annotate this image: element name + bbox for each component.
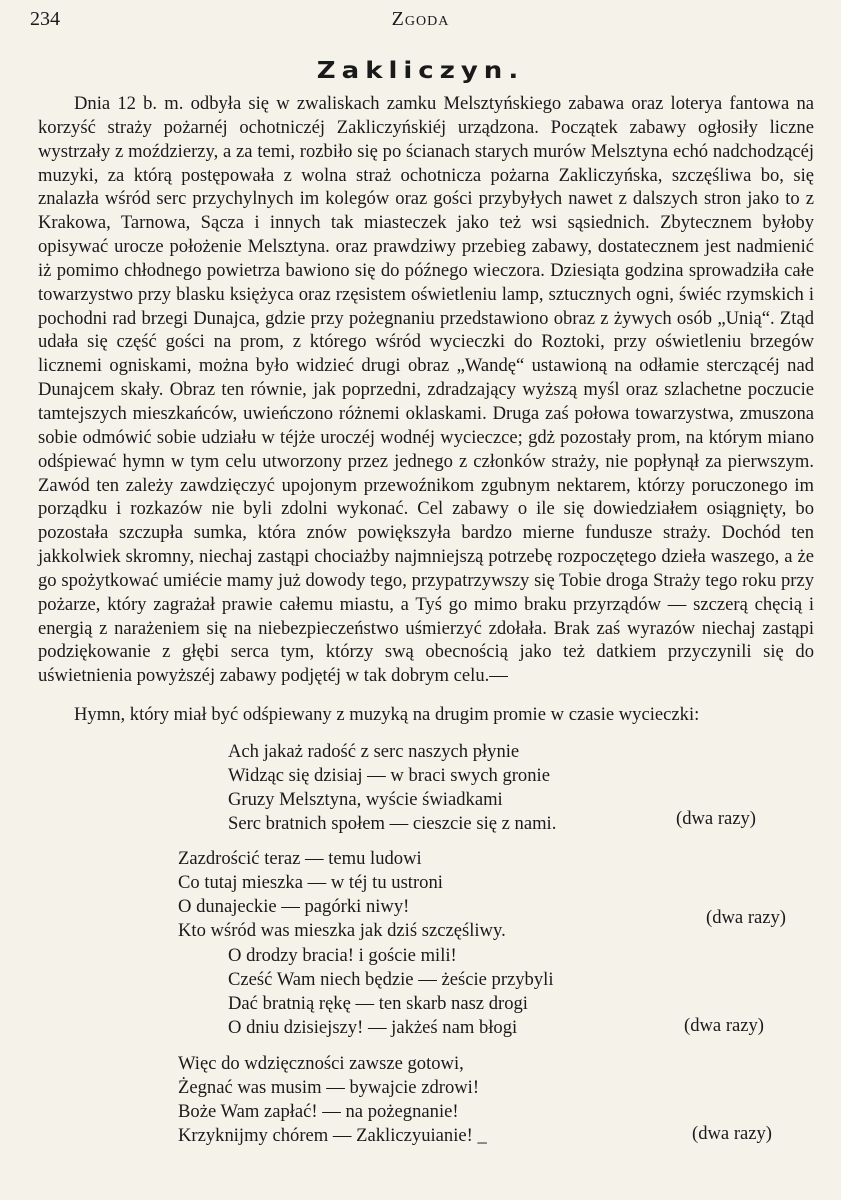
page-header [30,8,811,32]
hymn-line: O dniu dzisiejszy! — jakżeś nam błogi [228,1017,518,1038]
repeat-marker: (dwa razy) [676,808,757,829]
repeat-marker: (dwa razy) [706,907,787,928]
hymn-line: Ach jakaż radość z serc naszych płynie [228,741,520,762]
hymn-stanza-2 [178,847,506,943]
repeat-marker: (dwa razy) [684,1015,765,1036]
hymn-line: Zazdrościć teraz — temu ludowi [178,848,422,869]
hymn-line: Boże Wam zapłać! — na pożegnanie! [178,1101,459,1122]
hymn-stanza-4 [178,1052,487,1148]
hymn-line: Dać bratnią rękę — ten skarb nasz drogi [228,993,528,1014]
repeat-marker: (dwa razy) [692,1123,773,1144]
hymn-intro: Hymn, który miał być odśpiewany z muzyką na drugim promie w czasie wycieczki: [74,704,700,725]
hymn-line: O drodzy bracia! i goście mili! [228,945,457,966]
hymn-line: Gruzy Melsztyna, wyście świadkami [228,789,503,810]
page-number: 234 [30,8,60,30]
hymn-line: Żegnać was musim — bywajcie zdrowi! [178,1077,480,1098]
hymn-line: Widząc się dzisiaj — w braci swych gronie [228,765,550,786]
hymn-line: O dunajeckie — pagórki niwy! [178,896,410,917]
article-body: Dnia 12 b. m. odbyła się w zwaliskach zamku Melsztyńskiego zabawa oraz loterya fantowa na korzyść straży pożarnéj ochotniczéj Zakliczyńskiéj urządzona. Początek zabawy ogłosiły liczne wystrzały z moździerzy, a za temi, rozbiło się po ścianach starych murów Melsztyna echó nadchodzącéj muzyki, za którą postępowała z wolna straż ochotnicza pożarna Zakliczyńska, szczęśliwa bo, się znalazła wśród serc przychylnych im kolegów oraz gości przybyłych nawet z dalszych stron jako to z Krakowa, Tarnowa, Sącza i innych tak miasteczek jako też wsi sąsiednich. Zbytecznem byłoby opisywać urocze położenie Melsztyna. oraz prawdziwy przebieg zabawy, dostatecznem jest nadmienić iż pomimo chłodnego powietrza bawiono się do późnego wieczora. Dziesiąta godzina sprowadziła całe towarzystwo przy blasku księżyca oraz rzęsistem oświetleniu lamp, sztucznych ogni, świéc rzymskich i pochodni rad brzegi Dunajca, gdzie przy pożegnaniu przedstawiono obraz z żywych osób „Unią“. Ztąd udała się część gości na prom, z którego wśród wycieczki do Roztoki, przy oświetleniu brzegów licznemi ogniskami, można było widzieć drugi obraz „Wandę“ ustawioną na odłamie sterczącéj nad Dunajcem skały. Obraz ten równie, jak poprzedni, zdradzający wyższą myśl oraz szlachetne poczucie tamtejszych mieszkańców, uwieńczono różnemi oklaskami. Druga zaś połowa towarzystwa, zmuszona sobie odmówić sobie udziału w téjże uroczéj wodnéj wycieczce; gdż pozostały prom, na którym miano odśpiewać hymn w tym celu utworzony przez jednego z członków straży, nie popłynął za pierwszym. Zawód ten zależy zawdzięczyć upojonym przewoźnikom zgubnym nektarem, którzy poruczonego im porządku i rozkazów nie byli zdolni wykonać. Cel zabawy o ile się dowiedziałem osiągnięty, bo pozostała szczupła sumka, która znów powiększyła bardzo mierne fundusze straży. Dochód ten jakkolwiek skromny, niechaj zastąpi chociażby najmniejszą potrzebę rozpoczętego dzieła waszego, a że go spożytkować umiécie mamy już dowody tego, przypatrzywszy się Tobie droga Straży tego roku przy pożarze, który zagrażał prawie całemu miastu, a Tyś go mimo braku przyrządów — szczerą chęcią i energią z narażeniem się na niebezpieczeństwo uśmierzyć zdołała. Brak zaś wyrazów niechaj zastąpi podziękowanie z głębi serca tym, którzy swą obecnością jako też datkiem przyczynili się do uświetnienia powyższéj zabawy podjętéj w tak dobrym celu.— [38,93,814,687]
hymn-line: Krzyknijmy chórem — Zakliczyuianie! _ [178,1125,487,1146]
hymn-line: Więc do wdzięczności zawsze gotowi, [178,1053,464,1074]
running-title: Zgoda [391,8,450,30]
hymn-line: Co tutaj mieszka — w téj tu ustroni [178,872,443,893]
hymn-stanza-3 [228,944,553,1040]
hymn-stanza-1 [228,740,556,836]
hymn-line: Cześć Wam niech będzie — żeście przybyli [228,969,554,990]
hymn-line: Serc bratnich społem — cieszcie się z nami. [228,813,557,834]
hymn-line: Kto wśród was mieszka jak dziś szczęśliwy. [178,920,506,941]
article-title: Zakliczyn. [316,57,525,85]
